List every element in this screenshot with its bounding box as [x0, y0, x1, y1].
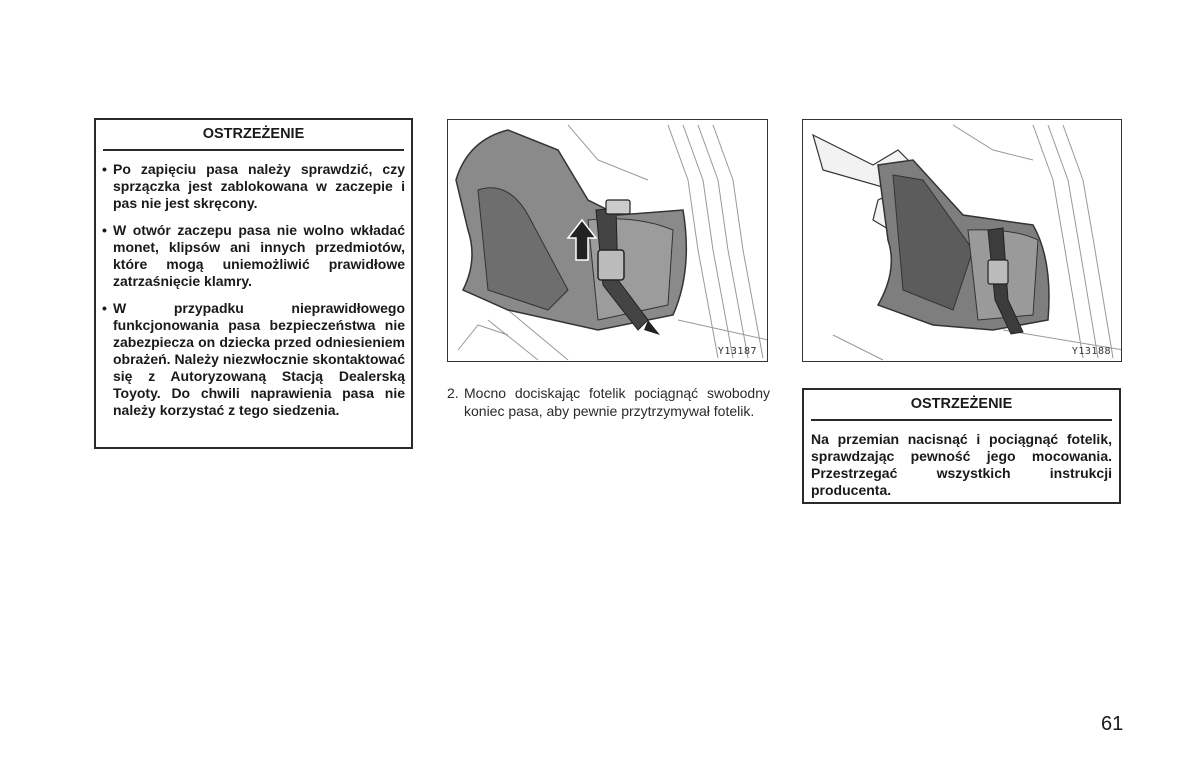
warning-title: OSTRZEŻENIE [103, 120, 404, 151]
warning-box-left [94, 118, 413, 449]
figure-code: Y13188 [1071, 346, 1111, 357]
warning-item: • W otwór zaczepu pasa nie wolno wkładać monet, klipsów ani innych przedmiotów, które mogą uniemożliwić prawidłowe zatrzaśnięcie klamry. [102, 222, 405, 290]
child-seat-press-illustration [803, 120, 1122, 362]
figure-child-seat-press [802, 119, 1122, 362]
warning-box-right [802, 388, 1121, 504]
figure-code: Y13187 [717, 346, 757, 357]
step-number: 2. [447, 385, 459, 401]
warning-item: • Po zapięciu pasa należy sprawdzić, czy sprzączka jest zablokowana w zaczepie i pas nie jest skręcony. [102, 161, 405, 212]
warning-list [96, 161, 411, 419]
warning-text: Na przemian nacisnąć i pociągnąć fotelik, sprawdzając pewność jego mocowania. Przestrzegać wszystkich instrukcji producenta. [811, 431, 1112, 498]
warning-item: • W przypadku nieprawidłowego funkcjonowania pasa bezpieczeństwa nie zabezpiecza on dziecka przed odniesieniem obrażeń. Należy niezwłocznie skontaktować się z Autoryzowaną Stacją Dealerską Toyoty. Do chwili naprawienia pasa nie należy korzystać z tego siedzenia. [102, 300, 405, 419]
step-2 [447, 385, 770, 420]
step-text: Mocno dociskając fotelik pociągnąć swobodny koniec pasa, aby pewnie przytrzymywał fotelik. [464, 385, 770, 419]
page-number: 61 [1101, 713, 1124, 735]
figure-child-seat-buckle [447, 119, 768, 362]
warning-title: OSTRZEŻENIE [811, 390, 1112, 421]
child-seat-illustration [448, 120, 768, 362]
